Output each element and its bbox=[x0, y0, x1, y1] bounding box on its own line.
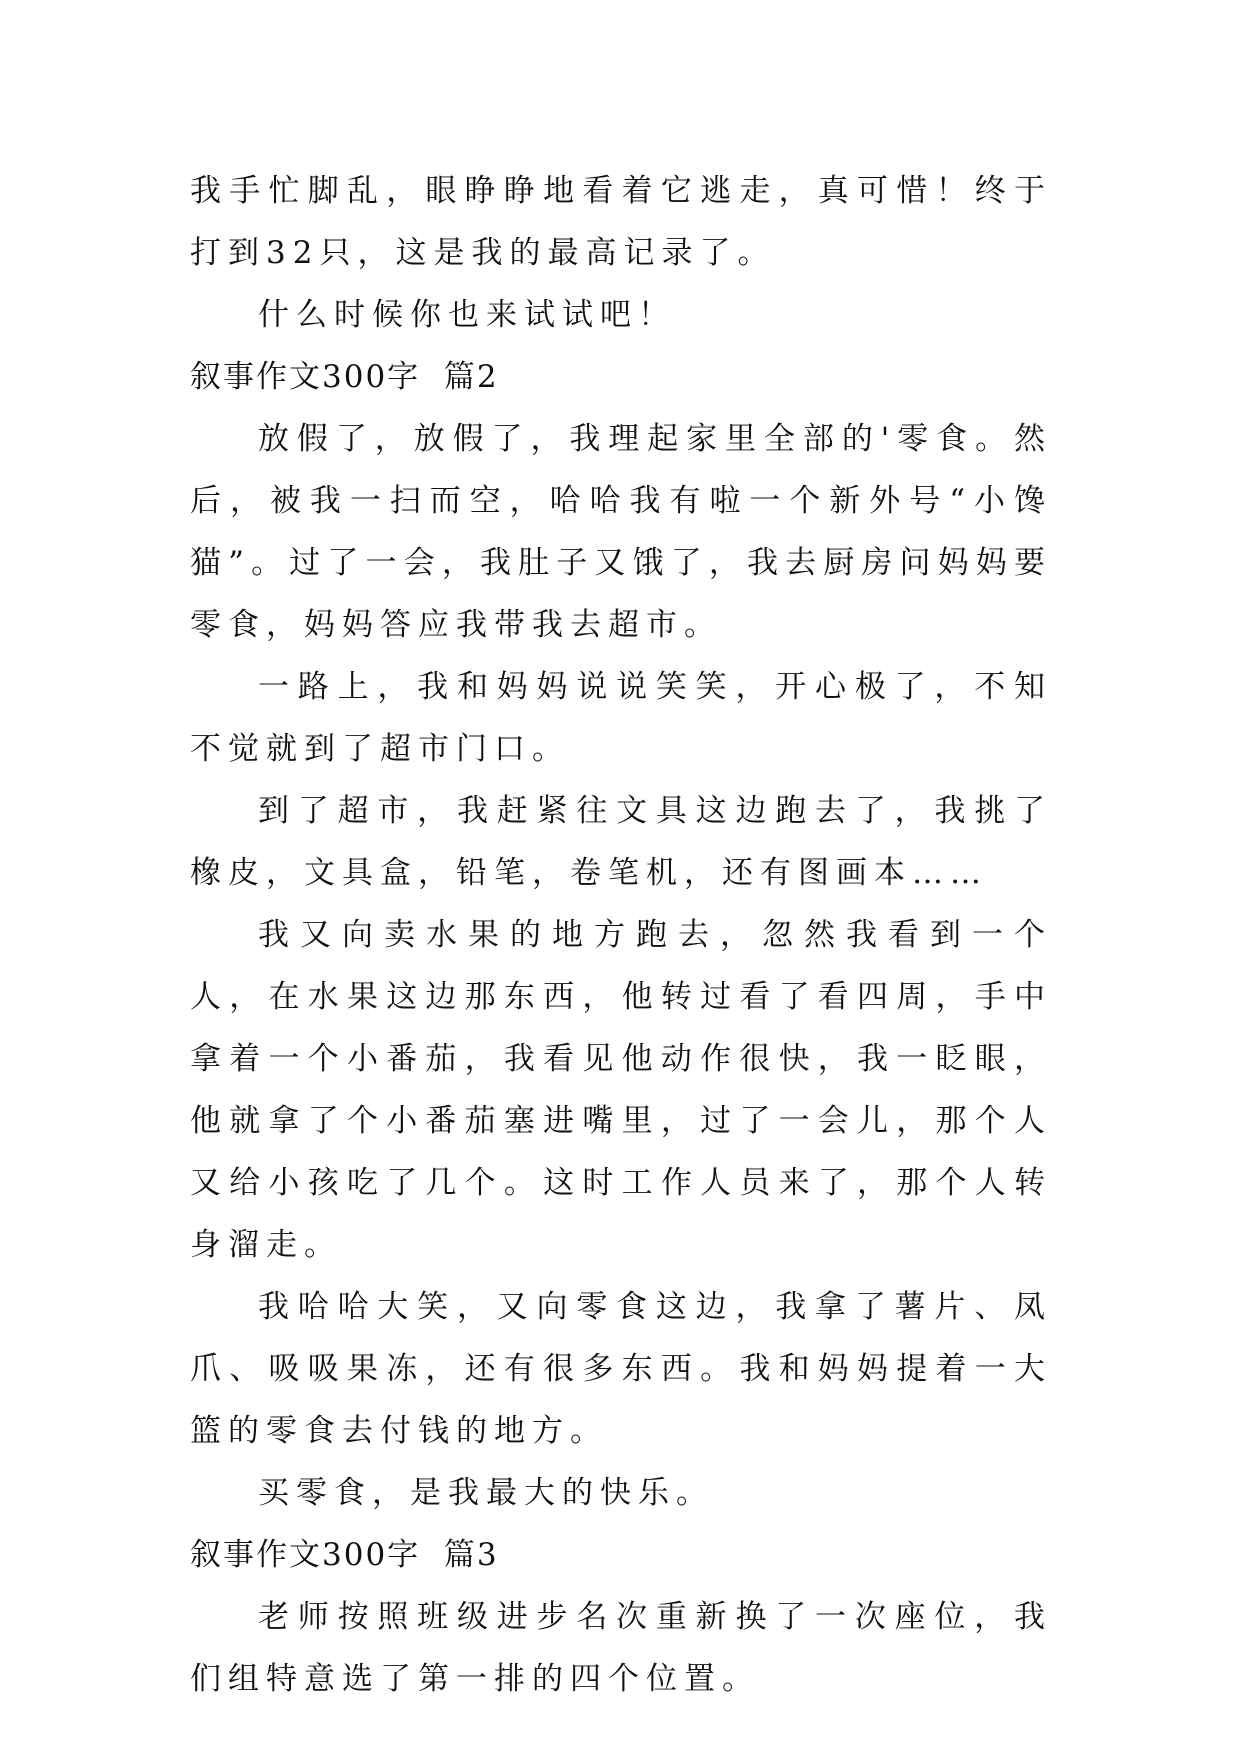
paragraph-on-the-way: 一路上，我和妈妈说说笑笑，开心极了，不知不觉就到了超市门口。 bbox=[190, 669, 1052, 767]
paragraph-fruit: 我又向卖水果的地方跑去，忽然我看到一个人，在水果这边那东西，他转过看了看四周，手中拿着一个小番茄，我看见他动作很快，我一眨眼，他就拿了个小番茄塞进嘴里，过了一会儿，那个人又给小孩吃了几个。这时工作人员来了，那个人转身溜走。 bbox=[190, 917, 1052, 1263]
paragraph-seats: 老师按照班级进步名次重新换了一次座位，我们组特意选了第一排的四个位置。 bbox=[190, 1599, 1052, 1697]
paragraph-happiness: 买零食，是我最大的快乐。 bbox=[258, 1475, 714, 1511]
essay-heading-3: 叙事作文300字 篇3 bbox=[190, 1537, 499, 1573]
paragraph-snacks: 我哈哈大笑，又向零食这边，我拿了薯片、凤爪、吸吸果冻，还有很多东西。我和妈妈提着一大篮的零食去付钱的地方。 bbox=[190, 1289, 1052, 1449]
paragraph-vacation: 放假了，放假了，我理起家里全部的'零食。然后，被我一扫而空，哈哈我有啦一个新外号“小馋猫”。过了一会，我肚子又饿了，我去厨房问妈妈要零食，妈妈答应我带我去超市。 bbox=[190, 421, 1052, 643]
paragraph-invite: 什么时候你也来试试吧！ bbox=[258, 297, 676, 333]
essay-heading-2: 叙事作文300字 篇2 bbox=[190, 359, 499, 395]
paragraph-stationery: 到了超市，我赶紧往文具这边跑去了，我挑了橡皮，文具盒，铅笔，卷笔机，还有图画本…… bbox=[190, 793, 1052, 891]
paragraph-continuation: 我手忙脚乱，眼睁睁地看着它逃走，真可惜！终于打到32只，这是我的最高记录了。 bbox=[190, 173, 1052, 271]
document-page bbox=[190, 160, 1052, 1710]
